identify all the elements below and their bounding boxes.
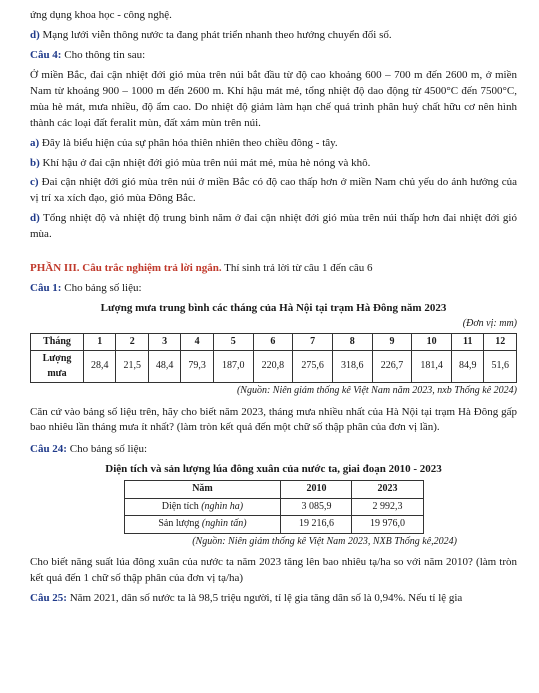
question-label: Câu 4:	[30, 48, 62, 61]
table-cell: 51,6	[484, 351, 517, 383]
header-cell: 11	[452, 333, 484, 351]
table-source: (Nguồn: Niên giám thống kê Việt Nam năm 2023, nxb Thống kê 2024)	[236, 385, 517, 396]
row-unit: (nghìn ha)	[201, 500, 244, 512]
table-cell: 2 992,3	[352, 498, 423, 516]
header-cell: 9	[372, 333, 412, 351]
table-cell: 181,4	[412, 351, 452, 383]
rainfall-table	[30, 333, 517, 384]
header-cell: Năm	[124, 481, 281, 499]
text-line: ứng dụng khoa học - công nghệ.	[30, 9, 172, 21]
statement-text: Đây là biểu hiện của sự phân hóa thiên nhiên theo chiều đông - tây.	[41, 136, 338, 149]
question-24-header	[30, 442, 517, 458]
header-cell: 4	[181, 333, 213, 351]
row-label-cell	[124, 498, 281, 516]
header-cell: 10	[412, 333, 452, 351]
header-cell: Tháng	[31, 333, 84, 351]
table-title: Lượng mưa trung bình các tháng của Hà Nội tại trạm Hà Đông năm 2023	[100, 302, 447, 315]
table-cell: 48,4	[148, 351, 180, 383]
question-25	[30, 591, 517, 607]
header-cell: 3	[148, 333, 180, 351]
statement-label: c)	[30, 176, 39, 189]
statement-4c	[30, 175, 517, 207]
table-cell: 19 976,0	[352, 516, 423, 534]
statement-label: b)	[30, 156, 40, 169]
question-1-text: Căn cứ vào bảng số liệu trên, hãy cho biết năm 2023, tháng mưa nhiều nhất của Hà Nội tại trạm Hà Đông gấp bao nhiêu lần tháng mưa ít nhất? (làm tròn kết quả đến một chữ số thập phân của đơn vị lần).	[30, 405, 517, 434]
table-cell: 79,3	[181, 351, 213, 383]
statement-text: Đai cận nhiệt đới gió mùa trên núi ở miền Bắc có độ cao thấp hơn ở miền Nam chủ yếu do ảnh hưởng của vị trí xa xích đạo, gió mùa Đông Bắc.	[30, 176, 517, 205]
question-text: Năm 2021, dân số nước ta là 98,5 triệu người, tỉ lệ gia tăng dân số là 0,94%. Nếu tỉ lệ gia	[69, 592, 463, 605]
table-cell: 275,6	[293, 351, 333, 383]
header-cell: 2023	[352, 481, 423, 499]
header-cell: 2010	[281, 481, 352, 499]
table-title: Diện tích và sản lượng lúa đông xuân của nước ta, giai đoạn 2010 - 2023	[105, 463, 442, 476]
header-cell: 2	[116, 333, 148, 351]
row-unit: (nghìn tấn)	[201, 518, 247, 530]
header-cell: 12	[484, 333, 517, 351]
statement-text: Mạng lưới viễn thông nước ta đang phát triển nhanh theo hướng chuyển đổi số.	[42, 28, 392, 41]
statement-4a	[30, 136, 517, 152]
spacer	[30, 247, 517, 261]
statement-text: Tổng nhiệt độ và nhiệt độ trung bình năm ở đai cận nhiệt đới gió mùa trên núi thấp hơn đai nhiệt đới gió mùa.	[30, 212, 517, 241]
table-unit: (Đơn vị: mm)	[462, 318, 517, 329]
table-cell: 220,8	[253, 351, 293, 383]
table-row	[124, 516, 423, 534]
table-row	[124, 498, 423, 516]
row-label-cell: Lượng mưa	[31, 351, 84, 383]
question-4-header	[30, 48, 517, 64]
table-cell: 84,9	[452, 351, 484, 383]
table-row	[31, 351, 517, 383]
rice-table	[124, 480, 424, 534]
header-cell: 7	[293, 333, 333, 351]
statement-4b	[30, 156, 517, 172]
question-label: Câu 24:	[30, 443, 67, 456]
question-label: Câu 25:	[30, 592, 67, 605]
statement-label: d)	[30, 28, 40, 41]
part-3-heading	[30, 261, 517, 277]
table-cell: 28,4	[84, 351, 116, 383]
table-header-row	[31, 333, 517, 351]
row-label: Diện tích	[161, 500, 199, 512]
table-cell: 226,7	[372, 351, 412, 383]
question-intro: Cho bảng số liệu:	[69, 443, 148, 456]
row-label-cell	[124, 516, 281, 534]
question-intro: Cho bảng số liệu:	[64, 282, 142, 295]
header-cell: 6	[253, 333, 293, 351]
question-label: Câu 1:	[30, 282, 62, 295]
table-cell: 318,6	[332, 351, 372, 383]
question-24-text: Cho biết năng suất lúa đông xuân của nước ta năm 2023 tăng lên bao nhiêu tạ/ha so với năm 2010? (làm tròn kết quả đến 1 chữ số thập phân của đơn vị tạ/ha)	[30, 556, 517, 585]
table-cell: 187,0	[213, 351, 253, 383]
statement-label: a)	[30, 136, 40, 149]
table-cell: 21,5	[116, 351, 148, 383]
question-1-header	[30, 281, 517, 297]
header-cell: 1	[84, 333, 116, 351]
table-cell: 19 216,6	[281, 516, 352, 534]
statement-3d	[30, 28, 517, 44]
table-source: (Nguồn: Niên giám thống kê Việt Nam 2023, NXB Thống kê,2024)	[192, 535, 457, 547]
row-label: Sản lượng	[158, 518, 200, 530]
statement-text: Khí hậu ở đai cận nhiệt đới gió mùa trên núi mát mẻ, mùa hè nóng và khô.	[42, 156, 371, 169]
question-4-body: Ở miền Bắc, đai cận nhiệt đới gió mùa trên núi bắt đầu từ độ cao khoảng 600 – 700 m đến 2600 m, ở miền Nam từ khoảng 900 – 1000 m đến 2600 m. Khí hậu mát mẻ, tổng nhiệt độ dao động từ 4500°C đến 7500°C, mùa hè mát, mưa nhiều, độ ẩm cao. Do nhiệt độ giảm làm hạn chế quá trình phân huỷ chất hữu cơ nên hình thành các loại đất feralit mùn, đất xám mùn trên núi.	[30, 68, 517, 129]
part-title: PHẦN III. Câu trắc nghiệm trả lời ngắn.	[30, 262, 222, 275]
part-instructions: Thí sinh trả lời từ câu 1 đến câu 6	[221, 262, 373, 275]
header-cell: 5	[213, 333, 253, 351]
table-header-row	[124, 481, 423, 499]
table-cell: 3 085,9	[281, 498, 352, 516]
statement-label: d)	[30, 212, 40, 225]
statement-4d	[30, 211, 517, 243]
header-cell: 8	[332, 333, 372, 351]
question-intro: Cho thông tin sau:	[64, 48, 146, 61]
